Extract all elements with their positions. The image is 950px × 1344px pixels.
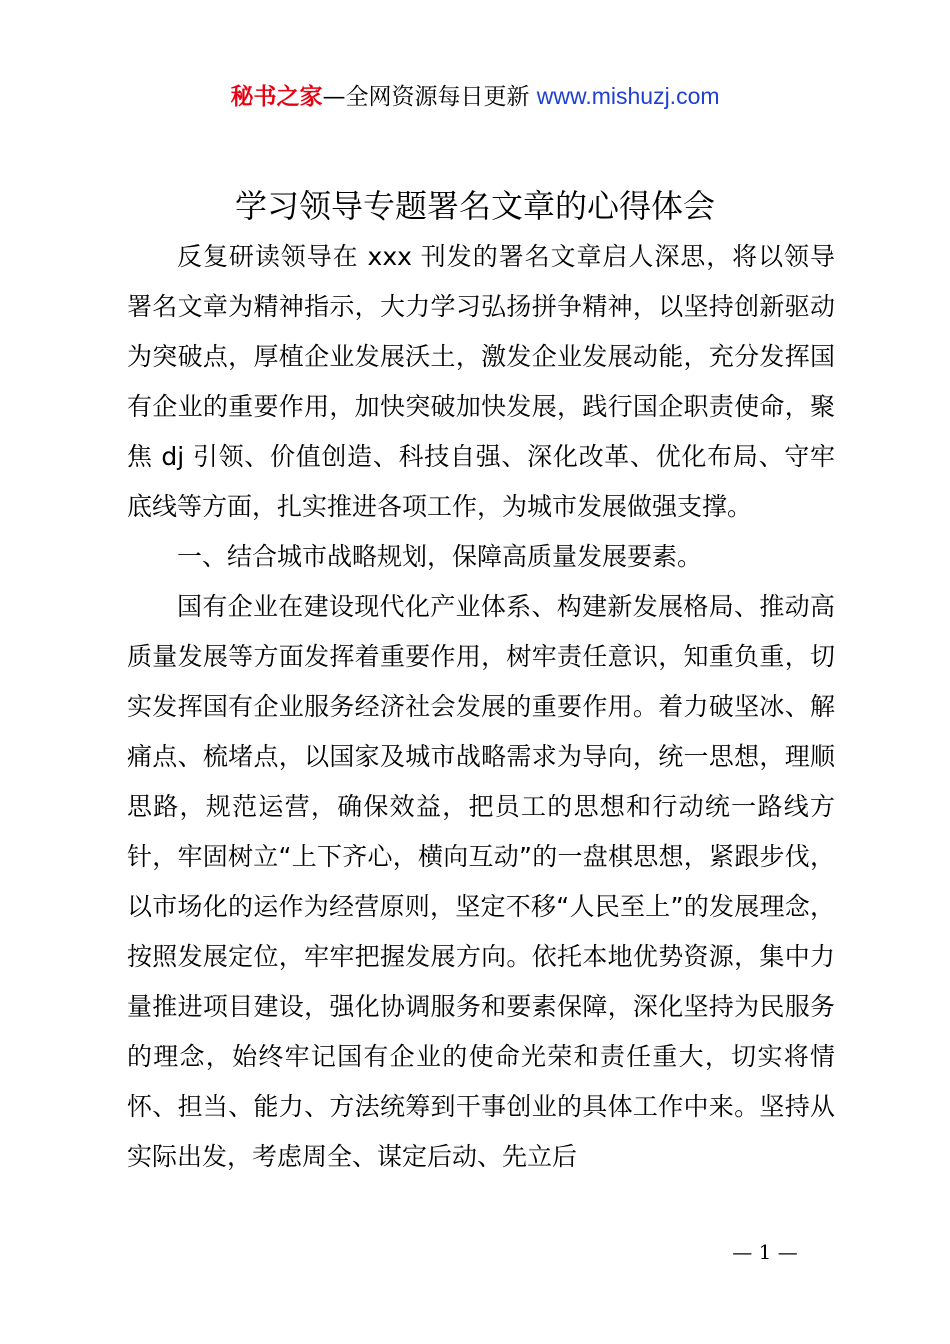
page-number: — 1 — [732,1240,798,1264]
header-tagline: —全网资源每日更新 [322,84,537,110]
site-url[interactable]: www.mishuzj.com [536,83,720,109]
paragraph-section-1: 国有企业在建设现代化产业体系、构建新发展格局、推动高质量发展等方面发挥着重要作用，树牢责任意识，知重负重，切实发挥国有企业服务经济社会发展的重要作用。着力破坚冰、解痛点、梳堵点，以国家及城市战略需求为导向，统一思想，理顺思路，规范运营，确保效益，把员工的思想和行动统一路线方针，牢固树立“上下齐心，横向互动”的一盘棋思想，紧跟步伐，以市场化的运作为经营原则，坚定不移“人民至上”的发展理念，按照发展定位，牢牢把握发展方向。依托本地优势资源，集中力量推进项目建设，强化协调服务和要素保障，深化坚持为民服务的理念，始终牢记国有企业的使命光荣和责任重大，切实将情怀、担当、能力、方法统筹到干事创业的具体工作中来。坚持从实际出发，考虑周全、谋定后动、先立后 [127,592,835,1171]
paragraph-intro: 反复研读领导在 xxx 刊发的署名文章启人深思，将以领导署名文章为精神指示，大力学习弘扬拼争精神，以坚持创新驱动为突破点，厚植企业发展沃土，激发企业发展动能，充分发挥国有企业的重要作用，加快突破加快发展，践行国企职责使命，聚焦 dj 引领、价值创造、科技自强、深化改革、优化布局、守牢底线等方面，扎实推进各项工作，为城市发展做强支撑。 [127,242,835,521]
document-body [127,232,835,1182]
site-header [0,80,950,113]
brand-name: 秘书之家 [230,84,323,110]
document-title: 学习领导专题署名文章的心得体会 [234,187,715,225]
section-heading-1: 一、结合城市战略规划，保障高质量发展要素。 [177,542,703,571]
